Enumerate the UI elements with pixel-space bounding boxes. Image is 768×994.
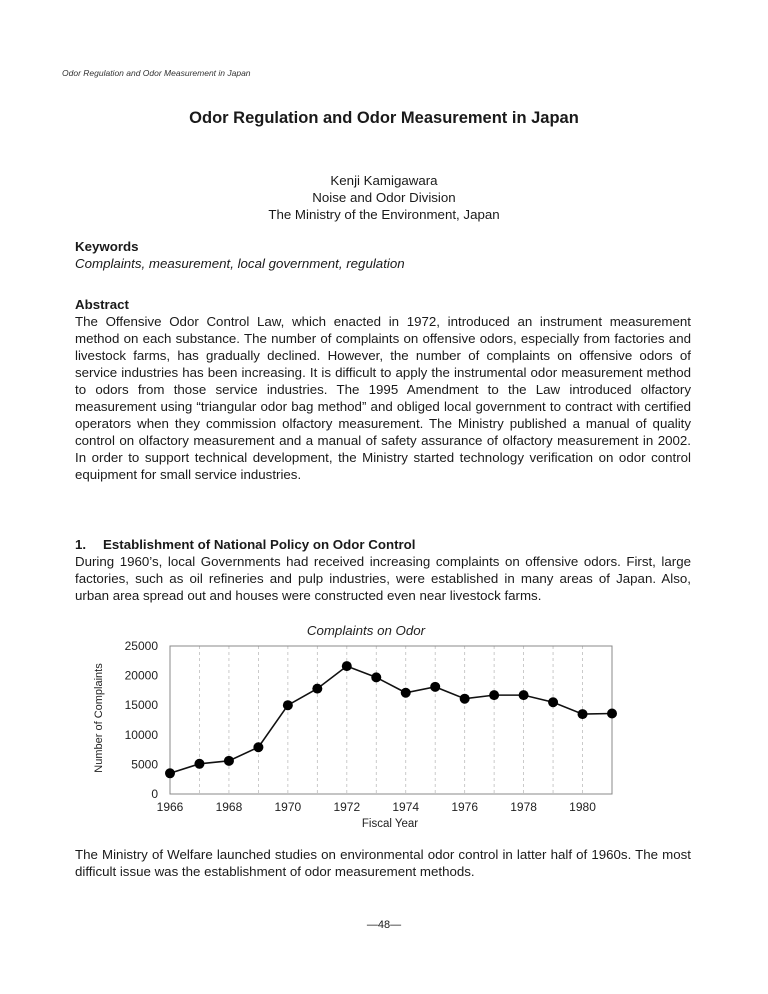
- section-1-number: 1.: [75, 537, 87, 552]
- data-point: [519, 690, 529, 700]
- author-division: Noise and Odor Division: [312, 190, 456, 205]
- paper-title: Odor Regulation and Odor Measurement in Japan: [189, 109, 579, 127]
- keywords-heading: Keywords: [75, 239, 139, 254]
- y-axis-label: Number of Complaints: [93, 663, 105, 773]
- y-tick-label: 10000: [124, 727, 158, 742]
- section-1-text: During 1960’s, local Governments had received increasing complaints on offensive odors. First, large factories, such as oil refineries and pulp industries, were established in many areas of Japan. Also, urban area spread out and houses were constructed even near livestock farms.: [75, 554, 691, 603]
- data-point: [489, 690, 499, 700]
- x-tick-label: 1976: [451, 800, 479, 814]
- x-tick-labels: [157, 800, 597, 814]
- author-organization: The Ministry of the Environment, Japan: [268, 207, 500, 222]
- data-point: [165, 768, 175, 778]
- abstract-section: [75, 296, 691, 483]
- data-point: [371, 672, 381, 682]
- x-tick-label: 1974: [392, 800, 420, 814]
- data-point: [548, 697, 558, 707]
- data-point: [194, 759, 204, 769]
- data-point: [312, 684, 322, 694]
- section-1-heading: [75, 536, 691, 553]
- plot-frame: [170, 646, 612, 794]
- x-tick-label: 1968: [215, 800, 243, 814]
- x-tick-label: 1972: [333, 800, 361, 814]
- x-tick-label: 1970: [274, 800, 302, 814]
- y-tick-label: 25000: [124, 639, 158, 653]
- data-point: [430, 682, 440, 692]
- data-point: [460, 694, 470, 704]
- series-line: [170, 666, 612, 773]
- page-number: —48—: [366, 919, 402, 931]
- data-point: [283, 700, 293, 710]
- running-head: Odor Regulation and Odor Measurement in Japan: [62, 68, 251, 78]
- x-tick-label: 1980: [569, 800, 596, 814]
- data-point: [224, 756, 234, 766]
- data-point: [607, 708, 617, 718]
- y-tick-labels: [125, 639, 159, 801]
- x-axis-label: Fiscal Year: [361, 818, 419, 830]
- data-point: [578, 709, 588, 719]
- author-block: [0, 172, 768, 223]
- x-tick-label: 1978: [510, 800, 537, 814]
- y-tick-label: 15000: [124, 698, 158, 713]
- data-point: [253, 742, 263, 752]
- chart-title: Complaints on Odor: [306, 623, 426, 638]
- section-1-title: Establishment of National Policy on Odor Control: [103, 537, 416, 552]
- keywords-text: Complaints, measurement, local government, regulation: [75, 256, 405, 271]
- keywords-section: [75, 238, 691, 272]
- data-point: [342, 661, 352, 671]
- x-tick-label: 1966: [156, 800, 184, 814]
- section-1: [75, 536, 691, 604]
- after-chart-paragraph: The Ministry of Welfare launched studies on environmental odor control in latter half of 1960s. The most difficult issue was the establishment of odor measurement methods.: [75, 847, 691, 879]
- abstract-text: The Offensive Odor Control Law, which enacted in 1972, introduced an instrument measurement method on each substance. The number of complaints on offensive odors, especially from factories and livestock farms, has gradually declined. However, the number of complaints on offensive odors of service industries has been increasing. It is difficult to apply the instrumental odor measurement method to odors from those service industries. The 1995 Amendment to the Law introduced olfactory measurement using “triangular odor bag method” and obliged local government to contract with certified operators when they commission olfactory measurement. The Ministry published a manual of quality control on olfactory measurement and a manual of safety assurance of olfactory measurement in 2002. In order to support technical development, the Ministry started technology verification on odor control equipment for small service industries.: [75, 314, 691, 482]
- complaints-chart: [75, 615, 635, 840]
- grid-lines: [199, 646, 582, 794]
- author-name: Kenji Kamigawara: [330, 173, 438, 188]
- y-tick-label: 0: [151, 787, 158, 801]
- y-tick-label: 5000: [131, 757, 158, 772]
- y-tick-label: 20000: [124, 668, 158, 683]
- data-point: [401, 688, 411, 698]
- abstract-heading: Abstract: [75, 297, 129, 312]
- data-points: [165, 661, 617, 778]
